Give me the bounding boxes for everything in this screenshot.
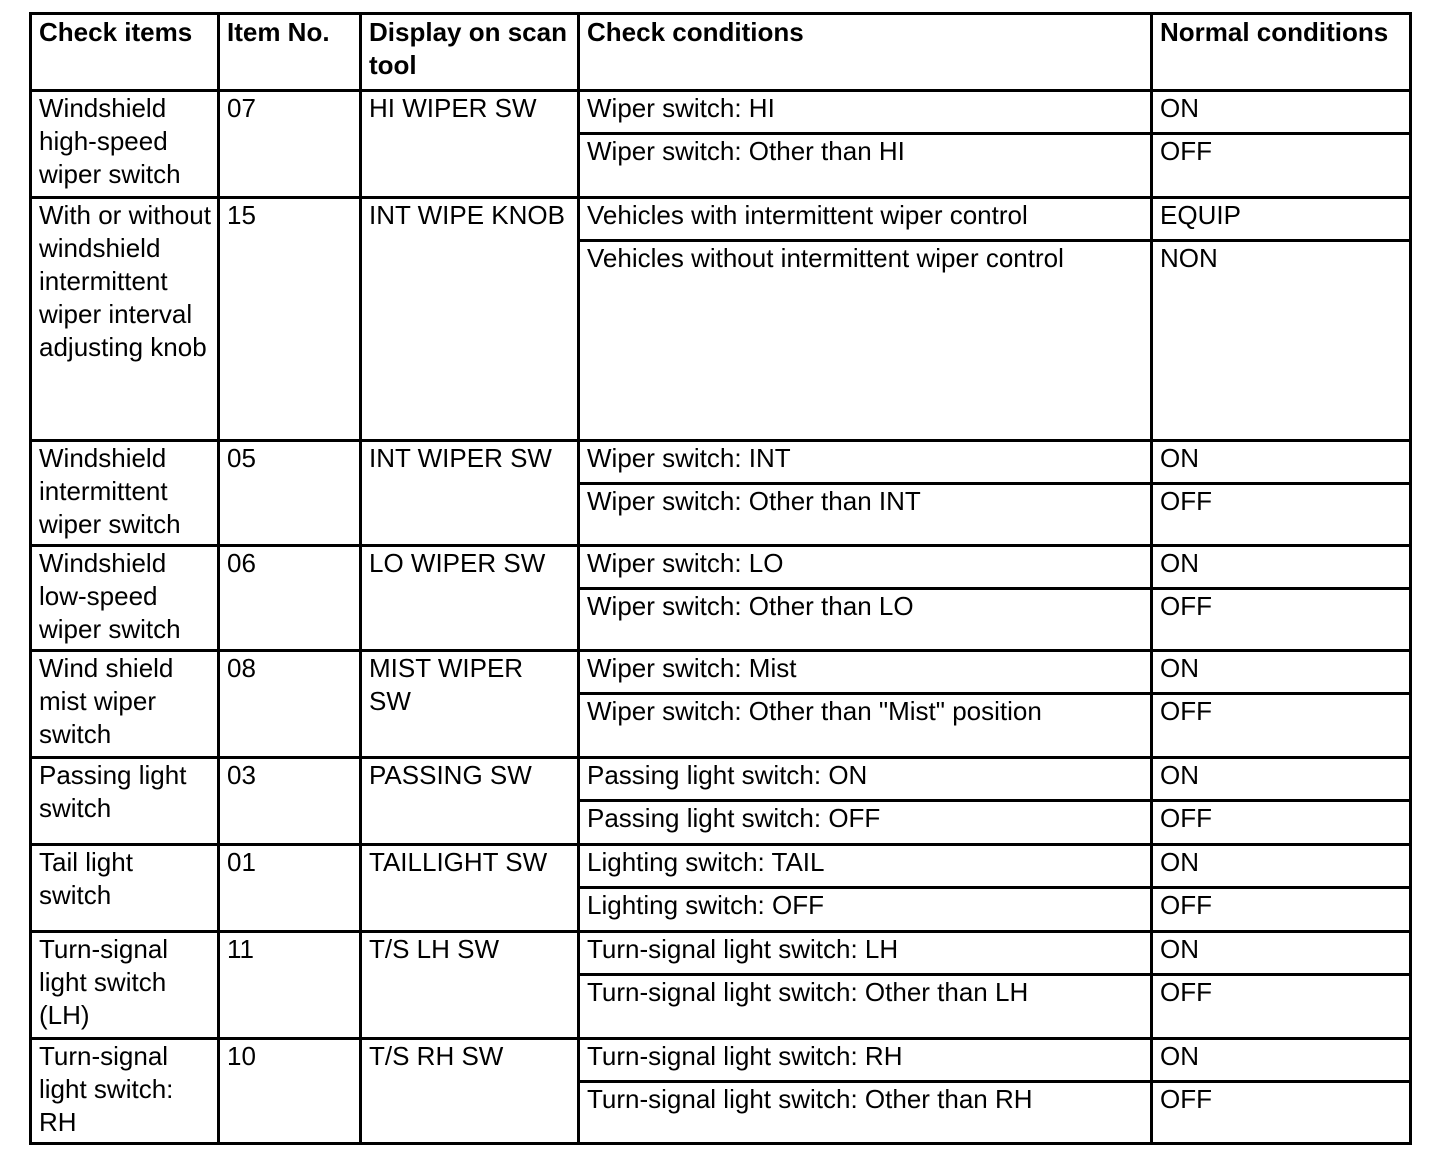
cell-normal: OFF bbox=[1152, 484, 1411, 546]
cell-display: TAILLIGHT SW bbox=[361, 845, 579, 932]
cell-condition: Lighting switch: TAIL bbox=[579, 845, 1152, 888]
cell-condition: Wiper switch: LO bbox=[579, 546, 1152, 589]
cell-condition: Wiper switch: Mist bbox=[579, 651, 1152, 694]
cell-condition: Turn-signal light switch: LH bbox=[579, 932, 1152, 975]
cell-normal: ON bbox=[1152, 758, 1411, 801]
cell-display: INT WIPER SW bbox=[361, 441, 579, 546]
check-items-table bbox=[29, 12, 1412, 1145]
cell-item-no: 08 bbox=[219, 651, 361, 758]
cell-item-no: 03 bbox=[219, 758, 361, 845]
cell-check-item: Turn-signal light switch (LH) bbox=[31, 932, 219, 1039]
cell-display: MIST WIPER SW bbox=[361, 651, 579, 758]
table-row bbox=[31, 758, 1411, 801]
table-row bbox=[31, 441, 1411, 484]
header-normal-conditions: Normal conditions bbox=[1152, 14, 1411, 91]
cell-condition: Vehicles with intermittent wiper control bbox=[579, 198, 1152, 241]
cell-display: HI WIPER SW bbox=[361, 91, 579, 198]
cell-condition: Turn-signal light switch: RH bbox=[579, 1039, 1152, 1082]
header-check-items: Check items bbox=[31, 14, 219, 91]
cell-normal: OFF bbox=[1152, 975, 1411, 1039]
cell-normal: OFF bbox=[1152, 589, 1411, 651]
cell-condition: Wiper switch: HI bbox=[579, 91, 1152, 134]
header-display-on-scan-tool: Display on scan tool bbox=[361, 14, 579, 91]
cell-item-no: 15 bbox=[219, 198, 361, 441]
cell-normal: OFF bbox=[1152, 801, 1411, 845]
cell-item-no: 07 bbox=[219, 91, 361, 198]
check-items-table-container bbox=[29, 12, 1412, 1145]
cell-normal: ON bbox=[1152, 91, 1411, 134]
cell-check-item: With or without windshield intermittent wiper interval adjusting knob bbox=[31, 198, 219, 441]
table-row bbox=[31, 651, 1411, 694]
cell-condition: Vehicles without intermittent wiper control bbox=[579, 241, 1152, 441]
table-row bbox=[31, 1039, 1411, 1082]
cell-condition: Wiper switch: INT bbox=[579, 441, 1152, 484]
cell-normal: NON bbox=[1152, 241, 1411, 441]
cell-check-item: Tail light switch bbox=[31, 845, 219, 932]
cell-check-item: Windshield low-speed wiper switch bbox=[31, 546, 219, 651]
cell-item-no: 11 bbox=[219, 932, 361, 1039]
cell-normal: EQUIP bbox=[1152, 198, 1411, 241]
cell-normal: ON bbox=[1152, 1039, 1411, 1082]
cell-normal: ON bbox=[1152, 441, 1411, 484]
cell-condition: Passing light switch: ON bbox=[579, 758, 1152, 801]
cell-item-no: 10 bbox=[219, 1039, 361, 1144]
cell-display: T/S LH SW bbox=[361, 932, 579, 1039]
cell-display: T/S RH SW bbox=[361, 1039, 579, 1144]
cell-normal: OFF bbox=[1152, 694, 1411, 758]
cell-check-item: Windshield intermittent wiper switch bbox=[31, 441, 219, 546]
cell-display: LO WIPER SW bbox=[361, 546, 579, 651]
cell-condition: Turn-signal light switch: Other than RH bbox=[579, 1082, 1152, 1144]
cell-condition: Passing light switch: OFF bbox=[579, 801, 1152, 845]
cell-display: INT WIPE KNOB bbox=[361, 198, 579, 441]
cell-check-item: Wind shield mist wiper switch bbox=[31, 651, 219, 758]
cell-check-item: Turn-signal light switch: RH bbox=[31, 1039, 219, 1144]
cell-condition: Wiper switch: Other than INT bbox=[579, 484, 1152, 546]
cell-item-no: 06 bbox=[219, 546, 361, 651]
header-item-no: Item No. bbox=[219, 14, 361, 91]
cell-condition: Lighting switch: OFF bbox=[579, 888, 1152, 932]
cell-normal: OFF bbox=[1152, 1082, 1411, 1144]
cell-normal: ON bbox=[1152, 932, 1411, 975]
cell-check-item: Passing light switch bbox=[31, 758, 219, 845]
cell-condition: Turn-signal light switch: Other than LH bbox=[579, 975, 1152, 1039]
table-row bbox=[31, 546, 1411, 589]
cell-condition: Wiper switch: Other than LO bbox=[579, 589, 1152, 651]
cell-check-item: Windshield high-speed wiper switch bbox=[31, 91, 219, 198]
cell-item-no: 01 bbox=[219, 845, 361, 932]
cell-normal: ON bbox=[1152, 651, 1411, 694]
cell-condition: Wiper switch: Other than "Mist" position bbox=[579, 694, 1152, 758]
cell-normal: ON bbox=[1152, 845, 1411, 888]
table-row bbox=[31, 91, 1411, 134]
table-row bbox=[31, 198, 1411, 241]
cell-item-no: 05 bbox=[219, 441, 361, 546]
table-row bbox=[31, 845, 1411, 888]
table-row bbox=[31, 932, 1411, 975]
table-header-row bbox=[31, 14, 1411, 91]
cell-normal: OFF bbox=[1152, 888, 1411, 932]
cell-condition: Wiper switch: Other than HI bbox=[579, 134, 1152, 198]
header-check-conditions: Check conditions bbox=[579, 14, 1152, 91]
cell-display: PASSING SW bbox=[361, 758, 579, 845]
cell-normal: OFF bbox=[1152, 134, 1411, 198]
cell-normal: ON bbox=[1152, 546, 1411, 589]
